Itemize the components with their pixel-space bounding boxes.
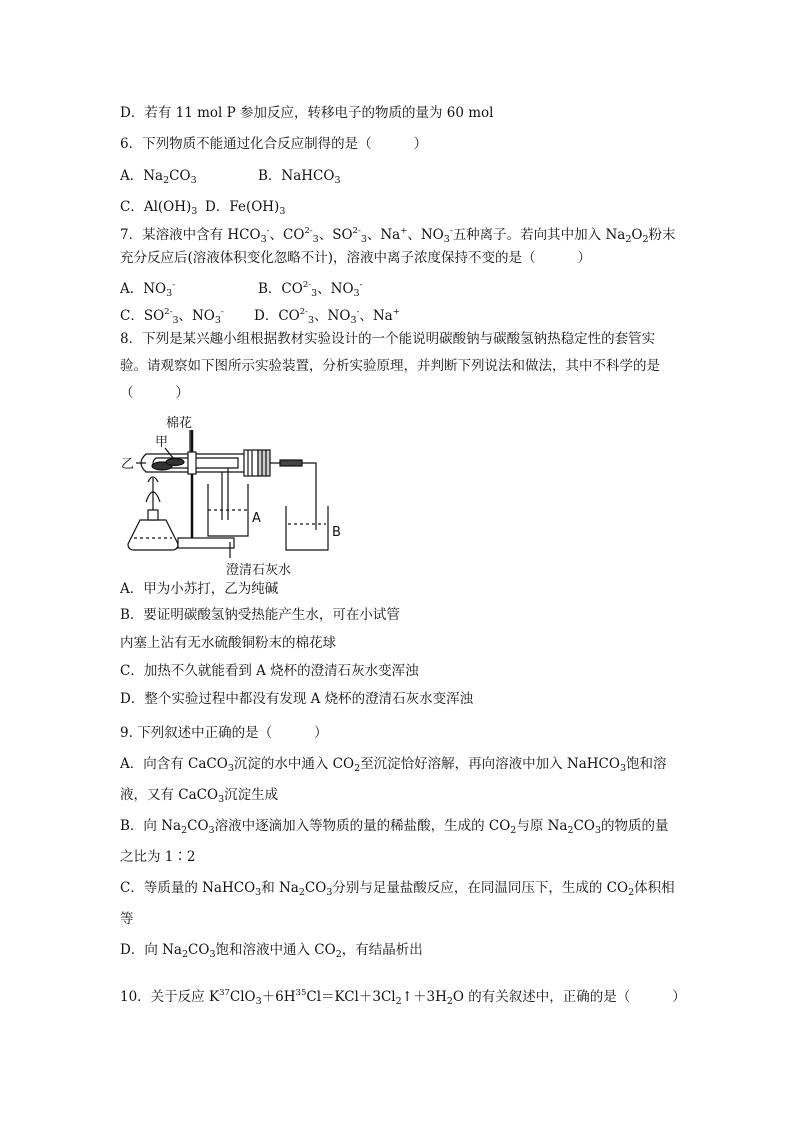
q7-option-d: D．$CO^{2-}_3$、$NO_3^-$、Na+ — [254, 307, 400, 326]
q8-stem-line3: （ ） — [120, 385, 189, 401]
experiment-apparatus-figure — [118, 412, 354, 582]
q8-option-a: A．甲为小苏打，乙为纯碱 — [120, 581, 279, 597]
q9-stem: 9. 下列叙述中正确的是（ ） — [120, 725, 328, 741]
powder-jia — [166, 459, 184, 466]
q8-option-b-line2: 内塞上沾有无水硫酸铜粉末的棉花球 — [120, 635, 336, 651]
rubber-tube — [280, 460, 302, 466]
q6-option-d: D．$Fe(OH)_3$ — [205, 199, 286, 217]
alcohol-lamp — [128, 520, 178, 550]
q7-option-b: B．$CO^{2-}_3$、$NO_3^-$ — [258, 280, 363, 299]
q7-stem-line1: 7．某溶液中含有 $HCO_3^-$、$CO^{2-}_3$、$SO^{2-}_3$、Na+、$NO_3^-$五种离子。若向其中加入 $Na_2O_2$粉末 — [120, 226, 676, 245]
q9-option-d: D．向 $Na_2CO_3$饱和溶液中通入 $CO_2$，有结晶析出 — [120, 942, 423, 960]
stopper-1 — [244, 450, 258, 476]
lamp-wick-flame — [148, 477, 158, 510]
leader-line-jia — [165, 448, 173, 458]
label-yi: 乙 — [121, 457, 135, 472]
q9-option-a-line2: 液，又有 CaCO$_3$沉淀生成 — [120, 787, 279, 805]
lamp-neck — [148, 510, 158, 520]
label-a: A — [252, 511, 261, 526]
q9-option-c-line2: 等 — [120, 911, 134, 927]
q9-option-b-line1: B．向 $Na_2CO_3$溶液中逐滴加入等物质的量的稀盐酸，生成的 $CO_2$与原 $Na_2CO_3$的物质的量 — [120, 818, 669, 836]
stopper-2 — [258, 450, 270, 476]
label-limewater: 澄清石灰水 — [226, 563, 292, 578]
label-b: B — [332, 525, 341, 540]
q6-option-c: C．$Al(OH)_3$ — [120, 199, 198, 217]
q7-option-a: A．$NO_3^-$ — [120, 280, 176, 299]
stand-base — [178, 538, 234, 548]
q8-option-d: D．整个实验过程中都没有发现 A 烧杯的澄清石灰水变浑浊 — [120, 691, 474, 707]
label-cotton: 棉花 — [166, 416, 193, 431]
q8-option-b-line1: B．要证明碳酸氢钠受热能产生水，可在小试管 — [120, 607, 400, 623]
q7-option-c: C．$SO^{2-}_3$、$NO_3^-$ — [120, 307, 224, 326]
q9-option-a-line1: A．向含有 CaCO$_3$沉淀的水中通入 $CO_2$至沉淀恰好溶解，再向溶液中加入 NaHCO$_3$饱和溶 — [120, 756, 667, 774]
q8-stem-line1: 8．下列是某兴趣小组根据教材实验设计的一个能说明碳酸钠与碳酸氢钠热稳定性的套管实 — [120, 331, 656, 347]
delivery-tube-b — [270, 463, 316, 530]
q8-stem-line2: 验。请观察如下图所示实验装置，分析实验原理，并判断下列说法和做法，其中不科学的是 — [120, 358, 660, 374]
q10-stem: 10．关于反应 $K^{37}ClO_3+6H^{35}Cl=KCl+3Cl_2↑+3H_2O$ 的有关叙述中，正确的是（ ） — [120, 988, 686, 1007]
q6-option-a: A．$Na_2CO_3$ — [120, 168, 197, 186]
q9-option-c-line1: C．等质量的 NaHCO$_3$和 $Na_2CO_3$分别与足量盐酸反应，在同温同压下，生成的 $CO_2$体积相 — [120, 880, 675, 898]
clamp — [188, 452, 196, 474]
beaker-b — [286, 506, 328, 550]
q6-option-b: B．NaHCO$_3$ — [258, 168, 341, 186]
label-jia: 甲 — [155, 435, 169, 450]
q9-option-b-line2: 之比为 1∶2 — [120, 849, 196, 865]
q7-stem-line2: 充分反应后(溶液体积变化忽略不计)，溶液中离子浓度保持不变的是（ ） — [120, 250, 592, 266]
q8-option-c: C．加热不久就能看到 A 烧杯的澄清石灰水变浑浊 — [120, 663, 419, 679]
q5-option-d: D．若有 11 mol P 参加反应，转移电子的物质的量为 60 mol — [120, 105, 494, 121]
q6-stem: 6．下列物质不能通过化合反应制得的是（ ） — [120, 136, 428, 152]
